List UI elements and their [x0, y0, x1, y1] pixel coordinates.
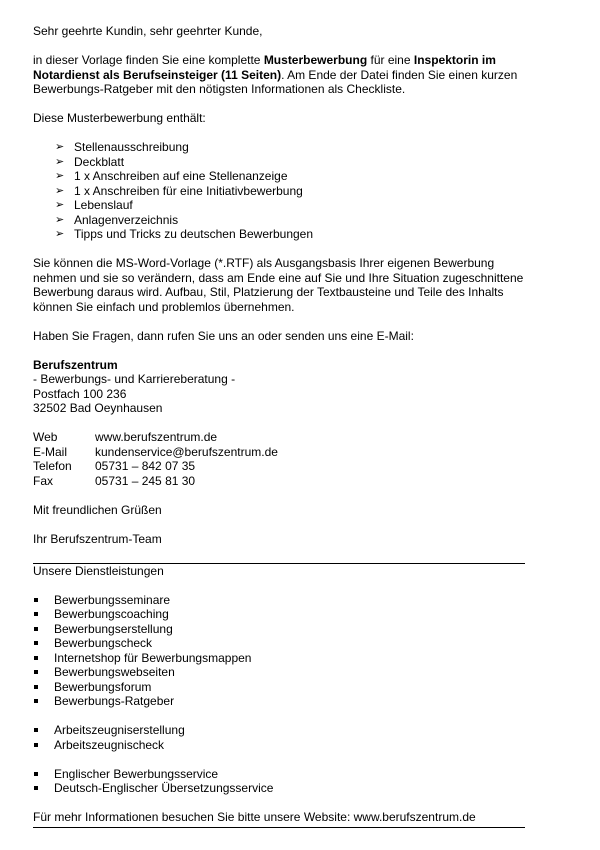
intro-text-1: in dieser Vorlage finden Sie eine komplette — [33, 53, 264, 67]
questions-paragraph: Haben Sie Fragen, dann rufen Sie uns an oder senden uns eine E-Mail: — [33, 328, 414, 343]
list-item: Bewerbungswebseiten — [33, 665, 525, 680]
arrow-bullet-icon: ➢ — [55, 155, 65, 168]
contact-label: Telefon — [33, 459, 72, 473]
contact-row-email — [33, 445, 278, 460]
company-tagline: - Bewerbungs- und Karriereberatung - — [33, 372, 236, 386]
arrow-bullet-icon: ➢ — [55, 170, 65, 182]
square-bullet-icon — [34, 641, 38, 645]
square-bullet-icon — [34, 670, 38, 674]
list-item: Internetshop für Bewerbungsmappen — [33, 651, 525, 666]
contact-row-web — [33, 430, 278, 445]
web-link[interactable]: www.berufszentrum.de — [95, 430, 218, 444]
footer-divider — [33, 827, 525, 828]
square-bullet-icon — [34, 743, 38, 747]
services-list-certificates — [33, 723, 525, 752]
square-bullet-icon — [34, 772, 38, 776]
square-bullet-icon — [34, 627, 38, 631]
square-bullet-icon — [34, 685, 38, 689]
intro-text-2: für eine — [367, 53, 414, 67]
list-item: Englischer Bewerbungsservice — [33, 767, 525, 782]
list-item: ➢ Tipps und Tricks zu deutschen Bewerbungen — [55, 227, 314, 241]
square-bullet-icon — [34, 598, 38, 602]
email-link[interactable]: kundenservice@berufszentrum.de — [95, 444, 278, 459]
list-item: Bewerbungscheck — [33, 636, 525, 651]
list-item: ➢ 1 x Anschreiben für eine Initiativbewerbung — [55, 183, 303, 198]
list-item: Bewerbungserstellung — [33, 622, 525, 637]
contact-label: E-Mail — [33, 444, 68, 459]
fax-value: 05731 – 245 81 30 — [95, 473, 196, 488]
list-item: ➢ Anlagenverzeichnis — [55, 212, 179, 227]
address-block — [33, 358, 525, 416]
list-item: Arbeitszeugniserstellung — [33, 723, 525, 738]
city: 32502 Bad Oeynhausen — [33, 401, 163, 415]
square-bullet-icon — [34, 612, 38, 616]
intro-bold-1: Musterbewerbung — [263, 53, 368, 67]
list-item: Bewerbungscoaching — [33, 607, 525, 622]
salutation: Sehr geehrte Kundin, sehr geehrter Kunde, — [33, 24, 263, 38]
services-list-english — [33, 767, 525, 796]
square-bullet-icon — [34, 699, 38, 703]
contact-row-fax — [33, 474, 278, 489]
usage-paragraph: Sie können die MS-Word-Vorlage (*.RTF) als Ausgangsbasis Ihrer eigenen Bewerbung nehmen und sie so verändern, dass am Ende eine auf Sie und Ihre Situation zugeschnittene Bewerbung daraus wird. Aufbau, Stil, Platzierung der Textbausteine und Teile des Inhalts können Sie einfach und problemlos übernehmen. — [33, 256, 524, 314]
contains-heading: Diese Musterbewerbung enthält: — [33, 111, 206, 125]
arrow-bullet-icon: ➢ — [55, 213, 65, 226]
company-name: Berufszentrum — [33, 357, 118, 372]
postbox: Postfach 100 236 — [33, 386, 127, 401]
contact-table — [33, 430, 278, 488]
list-item: Arbeitszeugnischeck — [33, 738, 525, 753]
contact-label: Web — [33, 430, 58, 444]
intro-paragraph — [33, 53, 525, 97]
list-item: ➢ Stellenausschreibung — [55, 140, 189, 154]
square-bullet-icon — [34, 728, 38, 732]
arrow-bullet-icon: ➢ — [55, 199, 65, 211]
phone-value: 05731 – 842 07 35 — [95, 459, 196, 473]
signature: Ihr Berufszentrum-Team — [33, 531, 162, 546]
contents-list — [33, 140, 525, 242]
list-item: Bewerbungs-Ratgeber — [33, 694, 525, 709]
square-bullet-icon — [34, 656, 38, 660]
services-heading: Unsere Dienstleistungen — [33, 563, 164, 578]
footer-text: Für mehr Informationen besuchen Sie bitte unsere Website: www.berufszentrum.de — [33, 810, 476, 824]
list-item: ➢ 1 x Anschreiben auf eine Stellenanzeige — [55, 169, 288, 183]
contact-row-phone — [33, 459, 278, 474]
services-list-main — [33, 593, 525, 709]
list-item: Deutsch-Englischer Übersetzungsservice — [33, 781, 525, 796]
intro-bold-2: Inspektorin im Notardienst als Berufseinsteiger (11 Seiten) — [33, 53, 496, 82]
list-item: ➢ Deckblatt — [55, 154, 125, 169]
contact-label: Fax — [33, 473, 54, 488]
arrow-bullet-icon: ➢ — [55, 141, 65, 153]
list-item: ➢ Lebenslauf — [55, 198, 133, 212]
arrow-bullet-icon: ➢ — [55, 228, 65, 240]
intro-text-3: . Am Ende der Datei finden Sie einen kurzen Bewerbungs-Ratgeber mit den nötigsten Informationen als Checkliste. — [33, 67, 518, 96]
closing: Mit freundlichen Grüßen — [33, 502, 162, 517]
document-page — [33, 24, 525, 828]
arrow-bullet-icon: ➢ — [55, 184, 65, 197]
list-item: Bewerbungsseminare — [33, 593, 525, 608]
square-bullet-icon — [34, 786, 38, 790]
list-item: Bewerbungsforum — [33, 680, 525, 695]
